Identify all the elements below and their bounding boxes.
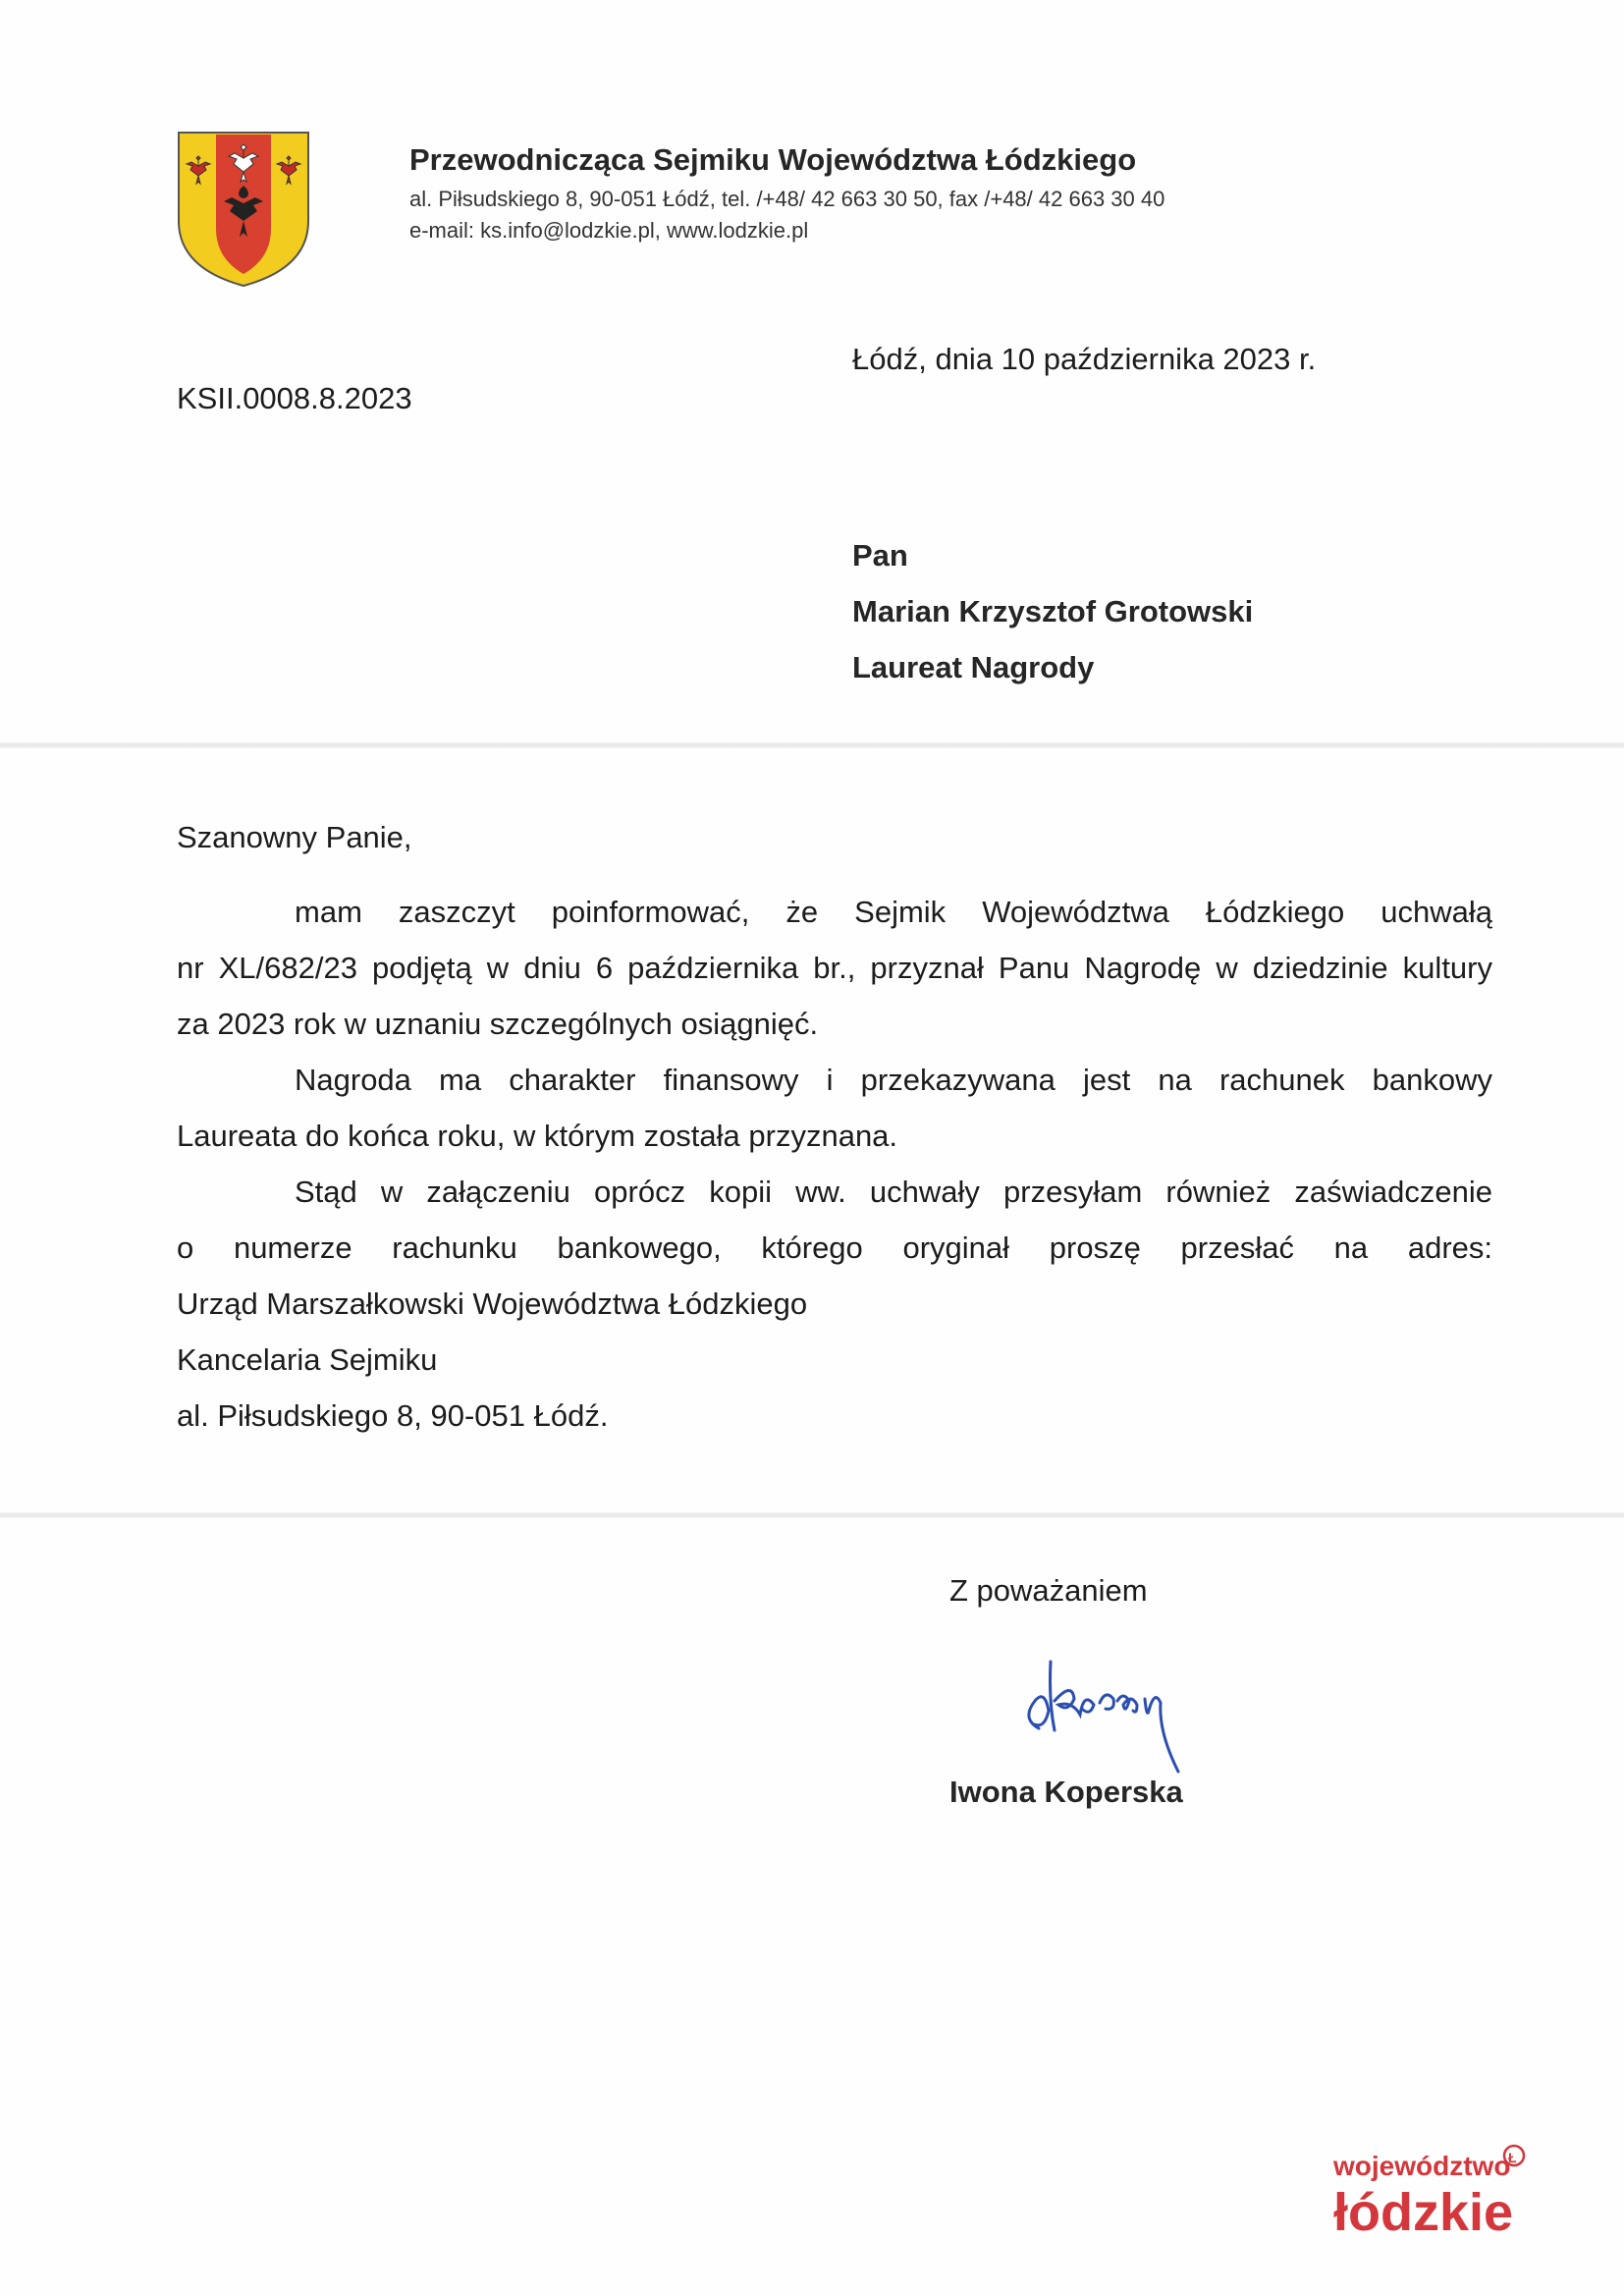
brand-name: łódzkie [1333,2183,1514,2242]
paper-fold [0,1512,1624,1518]
coat-of-arms-icon [177,131,310,288]
letter-date: Łódź, dnia 10 października 2023 r. [852,342,1317,376]
paragraph-line: Kancelaria Sejmiku [177,1342,438,1377]
recipient-title: Pan [852,538,908,573]
paragraph-line: za 2023 rok w uznaniu szczególnych osiągnięć. [177,1007,819,1041]
paragraph-1 [177,884,1492,1052]
issuer-address: al. Piłsudskiego 8, 90-051 Łódź, tel. /+48/ 42 663 30 50, fax /+48/ 42 663 30 40 [409,187,1165,211]
paragraph-3 [177,1164,1492,1444]
recipient-role: Laureat Nagrody [852,650,1095,684]
paragraph-line: Urząd Marszałkowski Województwa Łódzkiego [177,1286,808,1321]
svg-text:Ł: Ł [1508,2150,1517,2165]
paragraph-line: o numerze rachunku bankowego, którego oryginał proszę przesłać na adres: [177,1230,1492,1265]
salutation: Szanowny Panie, [177,820,412,854]
paragraph-line: Stąd w załączeniu oprócz kopii ww. uchwały przesyłam również zaświadczenie [295,1175,1492,1209]
closing-phrase: Z poważaniem [949,1573,1148,1608]
paragraph-2 [177,1052,1492,1164]
paragraph-line: mam zaszczyt poinformować, że Sejmik Województwa Łódzkiego uchwałą [295,895,1492,929]
recipient-name: Marian Krzysztof Grotowski [852,594,1254,629]
paragraph-line: al. Piłsudskiego 8, 90-051 Łódź. [177,1398,609,1433]
paragraph-line: nr XL/682/23 podjętą w dniu 6 października br., przyznał Panu Nagrodę w dziedzinie kultury [177,951,1492,985]
paragraph-line: Nagroda ma charakter finansowy i przekazywana jest na rachunek bankowy [295,1063,1492,1097]
paragraph-line: Laureata do końca roku, w którym została przyznana. [177,1119,898,1153]
region-brand-logo [1326,2136,1551,2254]
issuer-title: Przewodnicząca Sejmiku Województwa Łódzkiego [409,142,1137,177]
paper-fold [0,742,1624,748]
signer-name: Iwona Koperska [949,1775,1183,1809]
brand-word: województwo [1333,2151,1511,2181]
reference-number: KSII.0008.8.2023 [177,381,412,415]
issuer-contact: e-mail: ks.info@lodzkie.pl, www.lodzkie.pl [409,218,809,243]
handwritten-signature [1011,1642,1208,1789]
